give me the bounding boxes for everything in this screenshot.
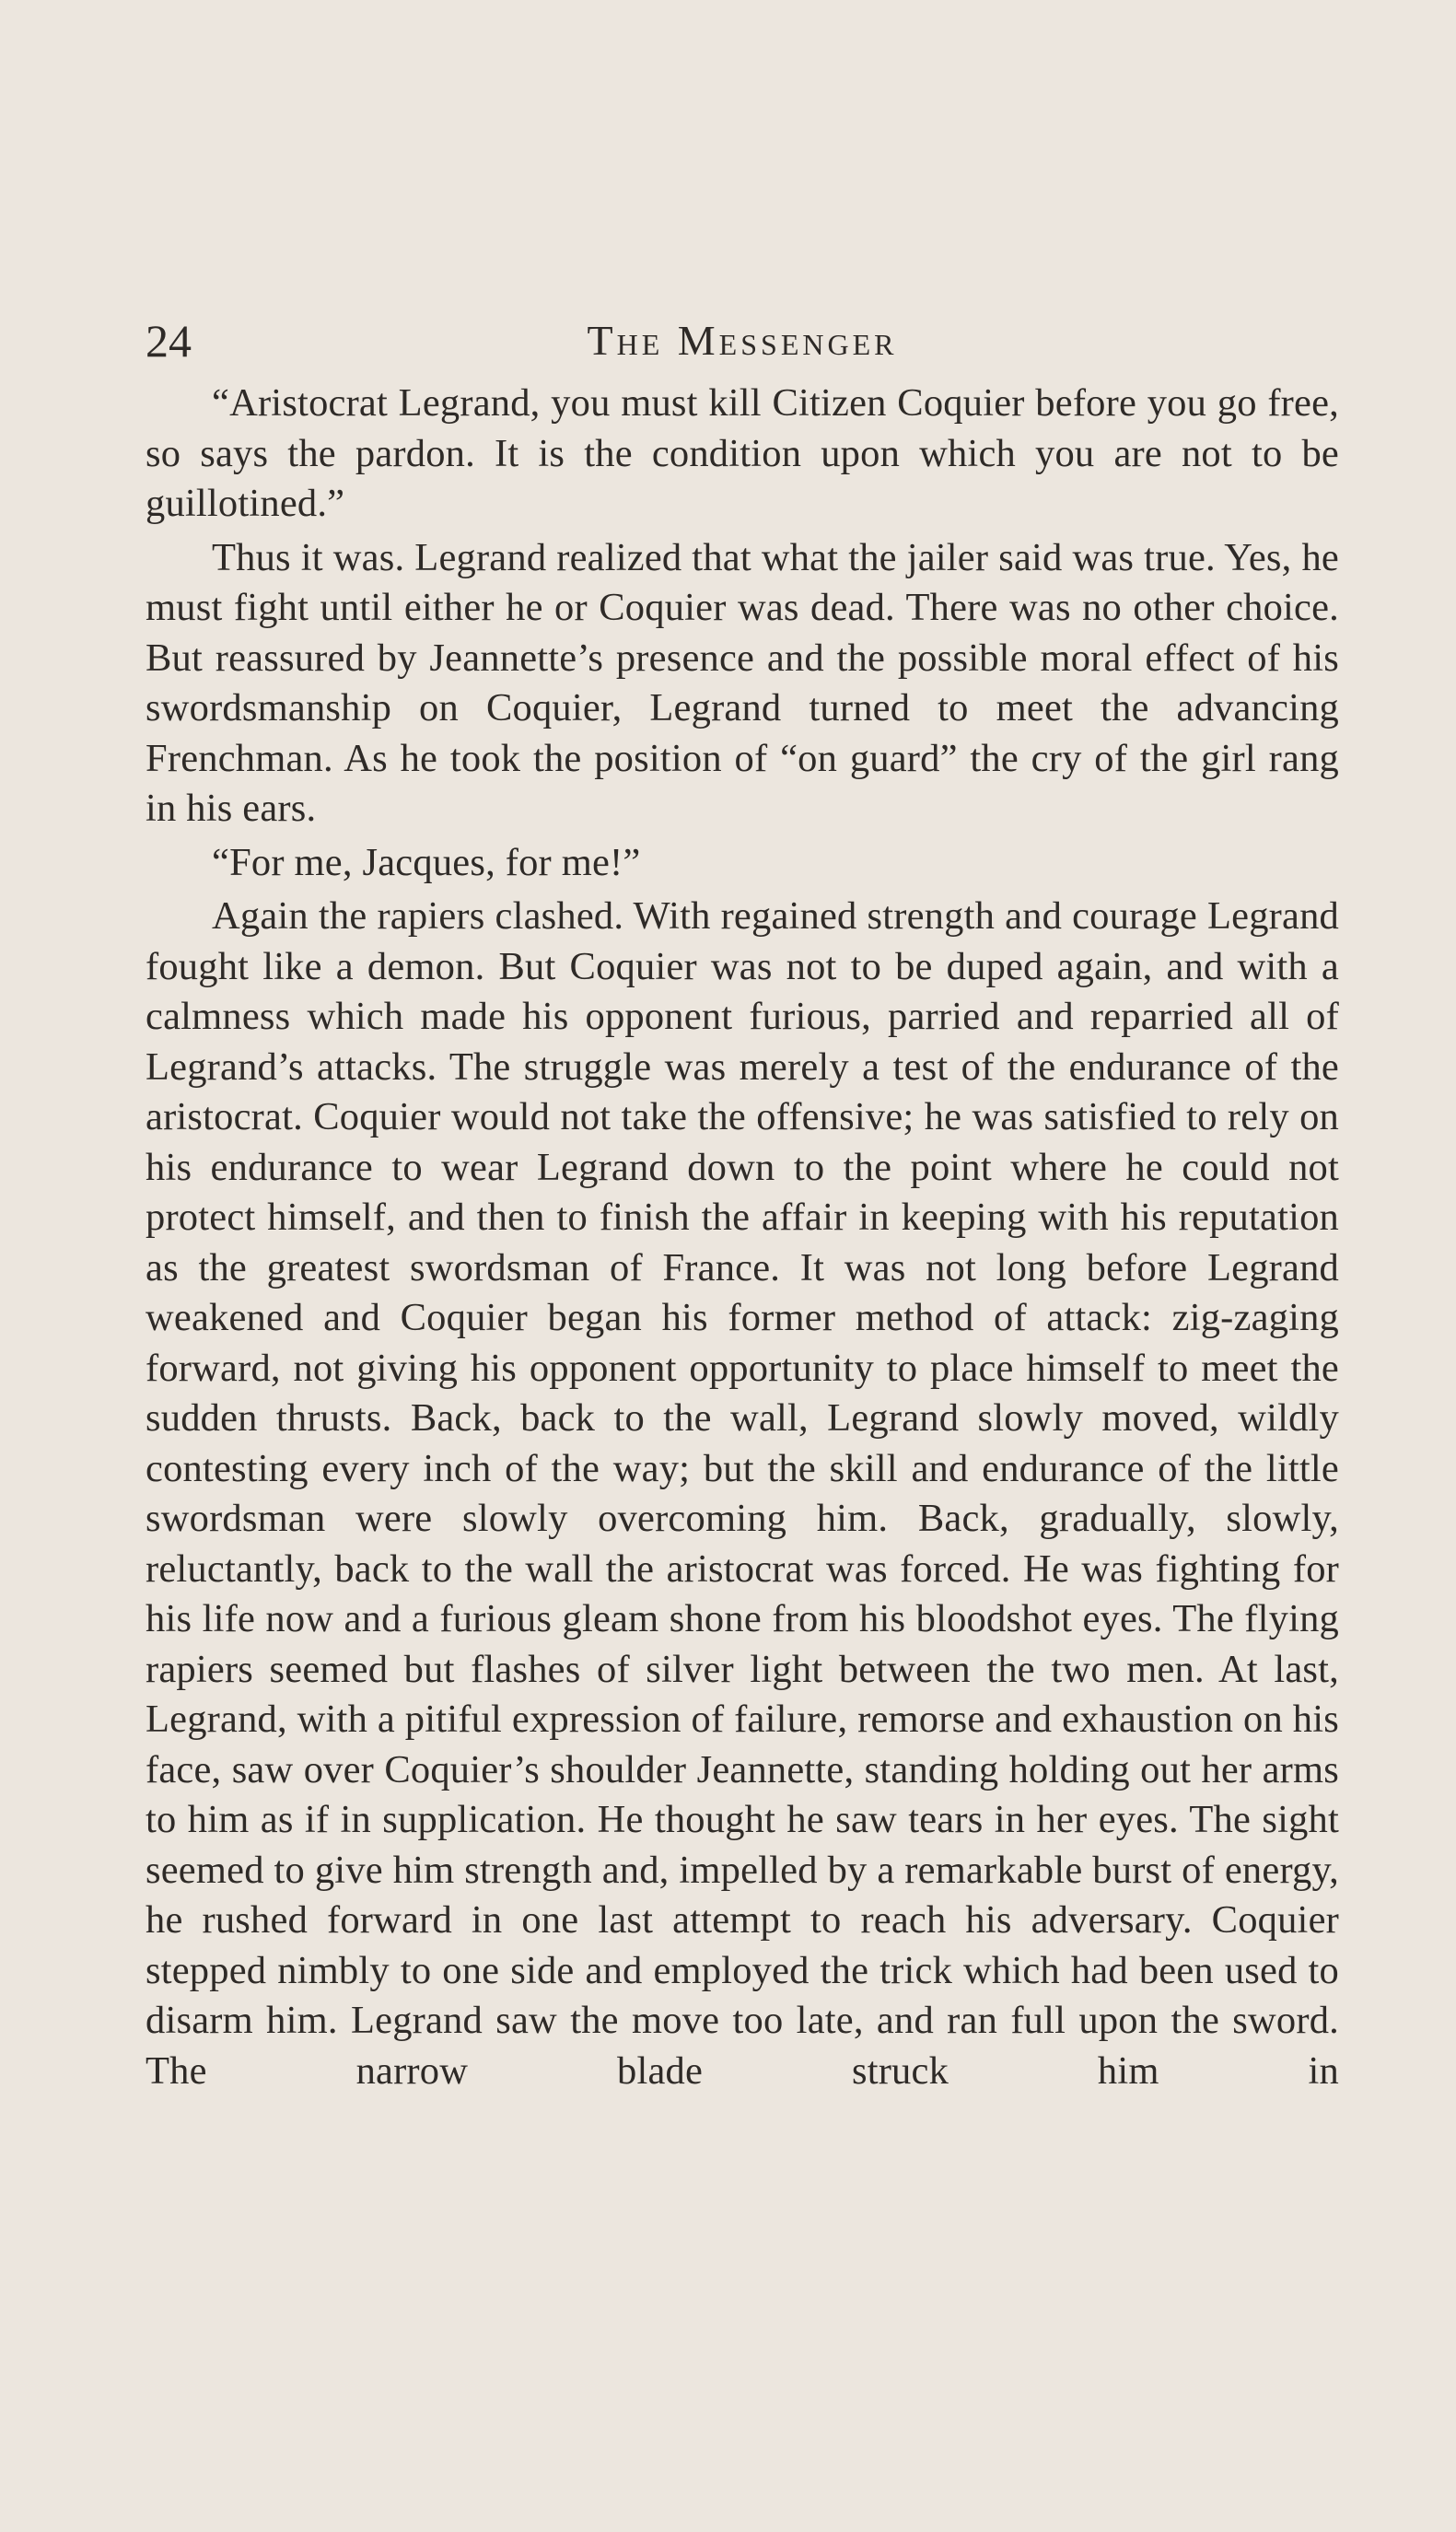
paragraph: “Aristocrat Legrand, you must kill Citizen Coquier before you go free, so says the pardon. It is the condition upon which you are not to be guillotined.” bbox=[146, 381, 1339, 525]
paragraph: Again the rapiers clashed. With regained strength and courage Legrand fought like a demon. But Coquier was not to be duped again, and with a calmness which made his opponent furious, parried and reparried all of Legrand’s attacks. The struggle was merely a test of the endurance of the aristocrat. Coquier would not take the offensive; he was satisfied to rely on his endurance to wear Legrand down to the point where he could not protect himself, and then to finish the affair in keeping with his reputation as the greatest swordsman of France. It was not long before Legrand weakened and Coquier began his former method of attack: zig-zaging forward, not giving his opponent opportunity to place himself to meet the sudden thrusts. Back, back to the wall, Legrand slowly moved, wildly contesting every inch of the way; but the skill and endurance of the little swordsman were slowly overcoming him. Back, gradually, slowly, reluctantly, back to the wall the aristocrat was forced. He was fighting for his life now and a furious gleam shone from his bloodshot eyes. The flying rapiers seemed but flashes of silver light between the two men. At last, Legrand, with a pitiful expression of failure, remorse and exhaustion on his face, saw over Coquier’s shoulder Jeannette, standing holding out her arms to him as if in supplication. He thought he saw tears in her eyes. The sight seemed to give him strength and, impelled by a remarkable burst of energy, he rushed forward in one last attempt to reach his adversary. Coquier stepped nimbly to one side and employed the trick which had been used to disarm him. Legrand saw the move too late, and ran full upon the sword. The narrow blade struck him in bbox=[146, 894, 1339, 2093]
paragraph: “For me, Jacques, for me!” bbox=[212, 840, 641, 884]
paragraph: Thus it was. Legrand realized that what the jailer said was true. Yes, he must fight until either he or Coquier was dead. There was no other choice. But reassured by Jeannette’s presence and the possible moral effect of his swordsmanship on Coquier, Legrand turned to meet the advancing Frenchman. As he took the position of “on guard” the cry of the girl rang in his ears. bbox=[146, 535, 1339, 830]
running-title: The Messenger bbox=[587, 317, 898, 364]
page-number: 24 bbox=[146, 315, 192, 367]
running-head bbox=[146, 309, 1339, 373]
body-text bbox=[146, 379, 1339, 2096]
book-page bbox=[146, 309, 1339, 2100]
